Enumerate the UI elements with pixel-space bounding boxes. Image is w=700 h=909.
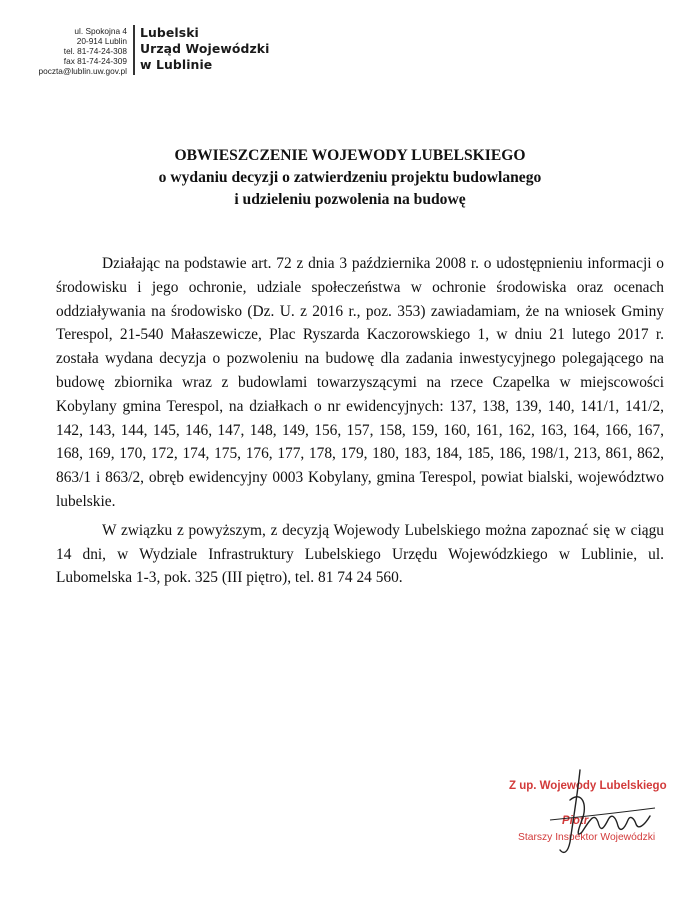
address-street: ul. Spokojna 4 (74, 26, 127, 36)
letterhead-office-name (140, 25, 269, 73)
stamp-line-2: Piotr (562, 815, 589, 827)
address-email: poczta@lublin.uw.gov.pl (38, 66, 127, 76)
heading-subtitle-1: o wydaniu decyzji o zatwierdzeniu projektu budowlanego (158, 169, 542, 186)
heading-title: OBWIESZCZENIE WOJEWODY LUBELSKIEGO (174, 147, 526, 164)
handwritten-signature (520, 760, 670, 860)
address-fax: fax 81-74-24-309 (63, 56, 127, 66)
letterhead-divider (133, 25, 135, 75)
office-line-3: w Lublinie (140, 57, 213, 72)
body-paragraph-1: Działając na podstawie art. 72 z dnia 3 października 2008 r. o udostępnieniu informacji o środowisku i jego ochronie, udziale społeczeństwa w ochronie środowiska oraz ocenach oddziaływania na środowisko (Dz. U. z 2016 r., poz. 353) zawiadamiam, że na wniosek Gminy Terespol, 21-540 Małaszewicze, Plac Ryszarda Kaczorowskiego 1, w dniu 21 lutego 2017 r. została wydana decyzja o pozwoleniu na budowę dla zadania inwestycyjnego polegającego na budowę zbiornika wraz z budowlami towarzyszącymi na rzece Czapelka w miejscowości Kobylany gmina Terespol, na działkach o nr ewidencyjnych: 137, 138, 139, 140, 141/1, 141/2, 142, 143, 144, 145, 146, 147, 148, 149, 156, 157, 158, 159, 160, 161, 162, 163, 164, 166, 167, 168, 169, 170, 172, 174, 175, 176, 177, 178, 179, 180, 183, 184, 185, 186, 198/1, 213, 861, 862, 863/1 i 863/2, obręb ewidencyjny 0003 Kobylany, gmina Terespol, powiat bialski, województwo lubelskie. (56, 255, 664, 510)
office-line-1: Lubelski (140, 25, 199, 40)
office-line-2: Urząd Wojewódzki (140, 41, 270, 56)
address-city: 20-914 Lublin (76, 36, 127, 46)
stamp-line-1: Z up. Wojewody Lubelskiego (509, 780, 667, 792)
stamp-line-3: Starszy Inspektor Wojewódzki (518, 832, 656, 843)
document-heading (0, 145, 700, 211)
address-phone: tel. 81-74-24-308 (63, 46, 127, 56)
body-paragraph-2: W związku z powyższym, z decyzją Wojewody Lubelskiego można zapoznać się w ciągu 14 dni, w Wydziale Infrastruktury Lubelskiego Urzędu Wojewódzkiego w Lublinie, ul. Lubomelska 1-3, pok. 325 (III piętro), tel. 81 74 24 560. (56, 521, 664, 587)
letterhead-address (0, 26, 127, 76)
document-body (56, 252, 664, 590)
heading-subtitle-2: i udzieleniu pozwolenia na budowę (234, 191, 466, 208)
